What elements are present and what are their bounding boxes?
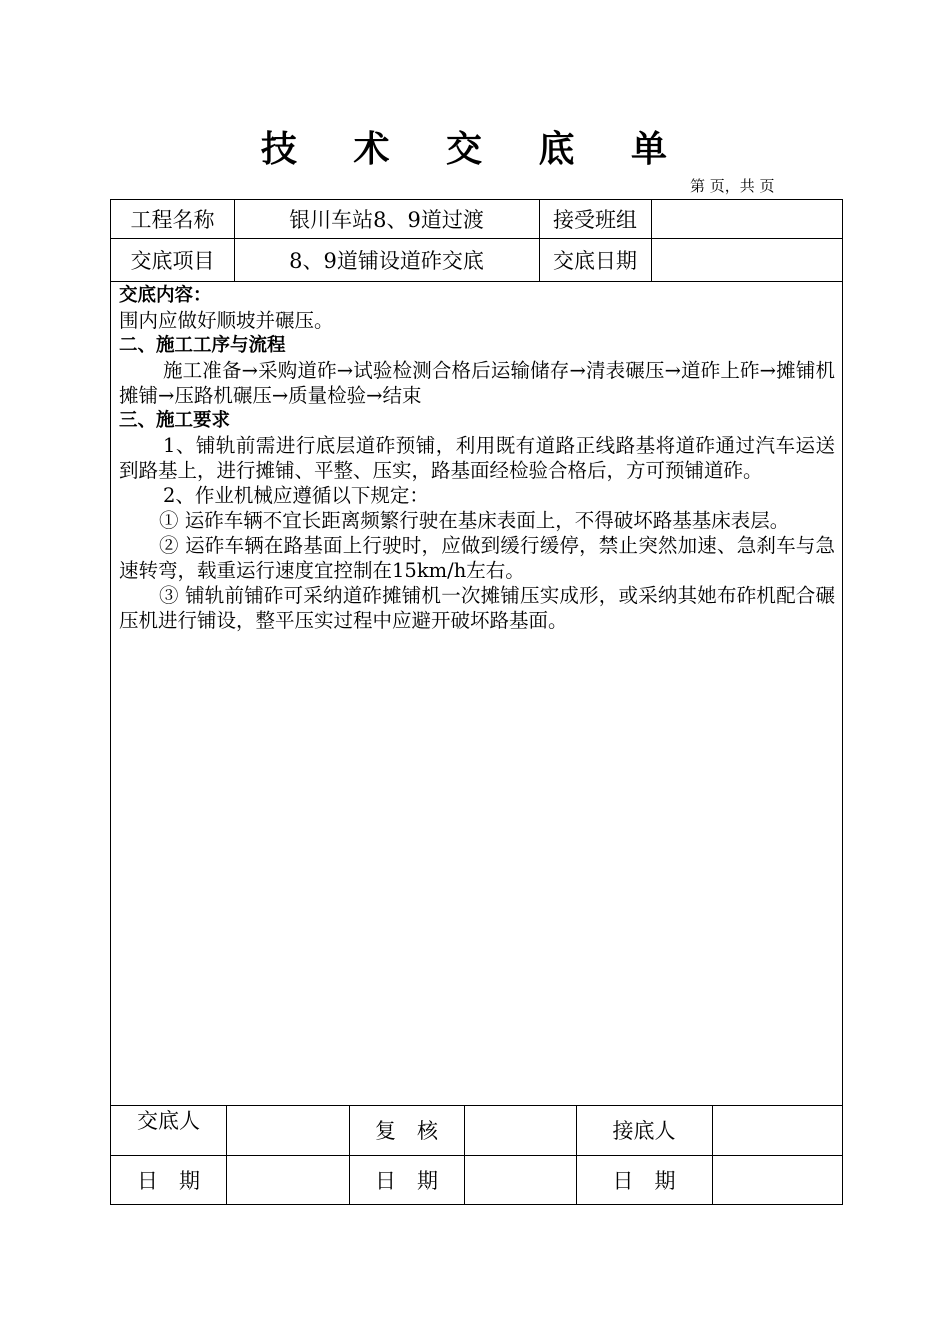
item-value: 8、9道铺设道砟交底 xyxy=(289,248,484,273)
requirement-2-1: ① 运砟车辆不宜长距离频繁行驶在基床表面上，不得破坏路基基床表层。 xyxy=(159,509,790,532)
item-label: 交底项目 xyxy=(130,248,215,273)
receiver-value xyxy=(712,1105,842,1155)
requirement-2-3: ③ 铺轨前铺砟可采纳道砟摊铺机一次摊铺压实成形，或采纳其她布砟机配合碾压机进行铺设，整平压实过程中应避开破坏路基面。 xyxy=(119,584,835,632)
content-heading: 交底内容： xyxy=(119,285,212,306)
section2-title: 二、施工工序与流程 xyxy=(119,335,286,356)
reviewer-date-label: 日 期 xyxy=(375,1168,438,1193)
section3-title: 三、施工要求 xyxy=(119,410,231,431)
requirement-2-2: ② 运砟车辆在路基面上行驶时，应做到缓行缓停，禁止突然加速、急刹车与急速转弯，载重运行速度宜控制在15km/h左右。 xyxy=(119,534,835,582)
receiver-date-value xyxy=(712,1155,842,1204)
page-info: 第 页，共 页 xyxy=(690,177,775,195)
presenter-date-label: 日 期 xyxy=(137,1168,200,1193)
date-value xyxy=(651,238,842,281)
section2-text: 施工准备→采购道砟→试验检测合格后运输储存→清表碾压→道砟上砟→摊铺机摊铺→压路机碾压→质量检验→结束 xyxy=(119,359,835,407)
receiver-label: 接底人 xyxy=(612,1119,676,1143)
reviewer-value xyxy=(464,1105,576,1155)
row-divider xyxy=(111,281,842,282)
document-title: 技 术 交 底 单 xyxy=(260,129,690,170)
date-label: 交底日期 xyxy=(553,248,637,273)
receiving-team-label: 接受班组 xyxy=(553,208,637,232)
requirement-2: 2、作业机械应遵循以下规定： xyxy=(163,484,429,507)
content-intro: 围内应做好顺坡并碾压。 xyxy=(119,309,334,332)
reviewer-date-value xyxy=(464,1155,576,1204)
requirement-1: 1、铺轨前需进行底层道砟预铺，利用既有道路正线路基将道砟通过汽车运送到路基上，进行摊铺、平整、压实，路基面经检验合格后，方可预铺道砟。 xyxy=(119,434,835,482)
content-area xyxy=(119,283,835,633)
presenter-label: 交底人 xyxy=(137,1109,200,1133)
project-name-value: 银川车站8、9道过渡 xyxy=(289,208,484,232)
project-name-label: 工程名称 xyxy=(130,208,215,232)
presenter-value xyxy=(226,1105,349,1155)
receiver-date-label: 日 期 xyxy=(612,1168,676,1193)
receiving-team-value xyxy=(651,200,842,238)
presenter-date-value xyxy=(226,1155,349,1204)
form-table xyxy=(110,199,843,1205)
reviewer-label: 复 核 xyxy=(375,1119,438,1143)
